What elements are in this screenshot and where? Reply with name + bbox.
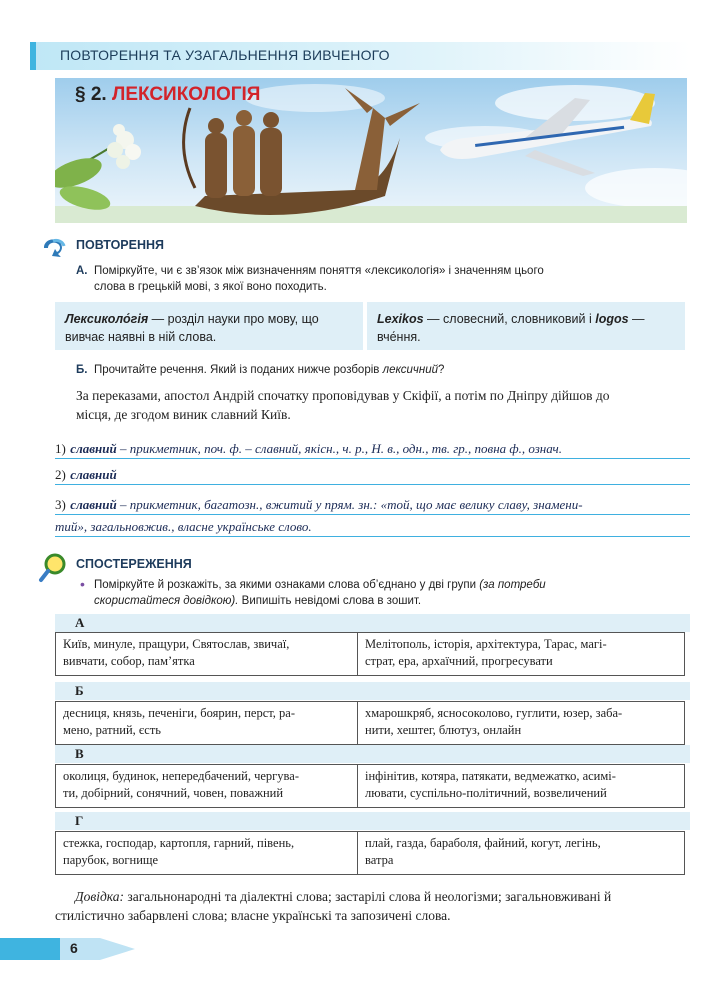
definition-box-right — [367, 302, 685, 350]
group-g-right-line-1: плай, газда, бараболя, файний, когут, легінь, — [365, 836, 601, 850]
analysis-1 — [55, 440, 690, 459]
group-b-right — [358, 702, 684, 744]
group-g-left-line-1: стежка, господар, картопля, гарний, півень, — [63, 836, 295, 850]
task-b-italic: лексичний — [382, 364, 438, 376]
task-b-end: ? — [438, 364, 445, 376]
hint-label: Довідка: — [75, 889, 125, 904]
group-a-left-line-1: Київ, минуле, пращури, Святослав, звичаї, — [63, 637, 290, 651]
chapter-title: ПОВТОРЕННЯ ТА УЗАГАЛЬНЕННЯ ВИВЧЕНОГО — [60, 47, 390, 63]
group-a-right — [358, 633, 684, 675]
group-b-left-line-1: десниця, князь, печеніги, боярин, перст, ра- — [63, 706, 295, 720]
group-g-right-line-2: ватра — [365, 853, 394, 867]
definition-box-left — [55, 302, 363, 350]
analysis-3-number: 3) — [55, 497, 66, 512]
group-v-right-line-2: лювати, суспільно-політичний, возвеличений — [365, 786, 607, 800]
group-v-label: В — [75, 746, 84, 761]
header-accent — [30, 42, 36, 70]
group-v-table — [55, 764, 685, 808]
group-v-right — [358, 765, 684, 807]
group-b-table — [55, 701, 685, 745]
group-g-right — [358, 832, 684, 874]
analysis-3-text-1: – прикметник, багатозн., вжитий у прям. зн.: «той, що має велику славу, знамени- — [116, 497, 583, 512]
chapter-header-bar — [30, 42, 690, 70]
analysis-1-text: – прикметник, поч. ф. – славний, якісн., ч. р., Н. в., одн., тв. гр., повна ф., означ. — [116, 441, 563, 456]
group-g-label-strip — [55, 812, 690, 830]
section-title — [75, 84, 260, 106]
analysis-1-number: 1) — [55, 441, 66, 456]
group-a-right-line-2: страт, ера, архаїчний, прогресувати — [365, 654, 553, 668]
observation-task-line-2 — [94, 593, 694, 609]
group-g-left — [56, 832, 358, 874]
observation-task-text-2: Випишіть невідомі слова в зошит. — [238, 595, 422, 607]
observation-task-text-1: Поміркуйте й розкажіть, за якими ознаками слова об’єднано у дві групи — [94, 579, 480, 591]
greek-meaning-2: вче́ння. — [377, 330, 421, 344]
group-v-right-line-1: інфінітив, котяра, патякати, ведмежатко, асимі- — [365, 769, 616, 783]
greek-term-logos: logos — [595, 312, 629, 326]
cloud-shape — [585, 168, 687, 208]
section-number: § 2. — [75, 84, 107, 105]
greek-term-lexikos: Lexikos — [377, 312, 424, 326]
analysis-1-word: славний — [70, 441, 117, 456]
task-b-letter: Б. — [76, 364, 88, 376]
page-number: 6 — [70, 940, 78, 956]
task-b-text — [94, 362, 444, 378]
observation-heading: СПОСТЕРЕЖЕННЯ — [76, 557, 192, 571]
group-b-left — [56, 702, 358, 744]
group-v-label-strip — [55, 745, 690, 763]
analysis-3-line-1 — [55, 496, 690, 515]
task-a-letter: А. — [76, 265, 88, 277]
analysis-2-number: 2) — [55, 467, 66, 482]
definition-text-2: вивчає наявні в ній слова. — [65, 330, 217, 344]
group-v-left-line-1: околиця, будинок, непередбачений, чергува- — [63, 769, 299, 783]
group-v-left-line-2: ти, добірний, сонячний, човен, поважний — [63, 786, 284, 800]
group-a-label: А — [75, 615, 85, 630]
group-g-label: Г — [75, 813, 84, 828]
group-a-label-strip — [55, 614, 690, 632]
section-banner — [55, 78, 687, 223]
task-a-line-2: слова в грецькій мові, з якої воно походить. — [94, 281, 327, 293]
analysis-3-line-2 — [55, 518, 690, 537]
example-sentence — [76, 386, 691, 424]
group-b-label-strip — [55, 682, 690, 700]
task-bullet: • — [80, 576, 85, 592]
group-a-table — [55, 632, 685, 676]
hint-line-2: стилістично забарвлені слова; власне українські та запозичені слова. — [55, 908, 451, 923]
group-g-left-line-2: парубок, вогнище — [63, 853, 159, 867]
hint-line-1 — [55, 887, 695, 906]
analysis-3-word: славний — [70, 497, 117, 512]
hint-paragraph — [55, 887, 695, 925]
observation-task-italic-1: (за потреби — [479, 579, 546, 591]
definition-text-1: — розділ науки про мову, що — [148, 312, 319, 326]
definition-term: Лексиколо́гія — [65, 312, 149, 326]
group-a-left-line-2: вивчати, собор, пам’ятка — [63, 654, 195, 668]
task-a-line-1: Поміркуйте, чи є зв’язок між визначенням поняття «лексикологія» і значенням цього — [94, 265, 544, 277]
repeat-arrows-icon — [40, 236, 68, 258]
magnifier-icon — [38, 552, 68, 584]
observation-task-italic-2: скористайтеся довідкою). — [94, 595, 239, 607]
group-a-left — [56, 633, 358, 675]
greek-meaning-dash: — — [628, 312, 645, 326]
ground — [55, 206, 687, 223]
analysis-2-word: славний — [70, 467, 117, 482]
group-b-right-line-1: хмарошкряб, ясносоколово, гуглити, юзер, заба- — [365, 706, 623, 720]
section-name: ЛЕКСИКОЛОГІЯ — [111, 84, 261, 105]
hint-text-1: загальнонародні та діалектні слова; застарілі слова й неологізми; загальновживані й — [124, 889, 612, 904]
group-b-label: Б — [75, 683, 84, 698]
greek-meaning-1: — словесний, словниковий і — [423, 312, 596, 326]
task-b-text-main: Прочитайте речення. Який із поданих нижче розборів — [94, 364, 383, 376]
group-v-left — [56, 765, 358, 807]
repetition-heading: ПОВТОРЕННЯ — [76, 238, 165, 252]
group-a-right-line-1: Мелітополь, історія, архітектура, Тарас, магі- — [365, 637, 607, 651]
analysis-3-text-2: тий», загальновжив., власне українське слово. — [55, 519, 312, 534]
example-sentence-line-2: місця, де згодом виник славний Київ. — [76, 407, 291, 422]
chestnut-flower-icon — [55, 124, 141, 214]
group-b-left-line-2: мено, ратний, єсть — [63, 723, 161, 737]
example-sentence-line-1: За переказами, апостол Андрій спочатку проповідував у Скіфії, а потім по Дніпру дійшов до — [76, 388, 610, 403]
observation-task-line-1 — [94, 577, 694, 593]
group-g-table — [55, 831, 685, 875]
analysis-2 — [55, 466, 690, 485]
observation-task — [94, 577, 694, 609]
group-b-right-line-2: нити, хештег, блютуз, онлайн — [365, 723, 522, 737]
